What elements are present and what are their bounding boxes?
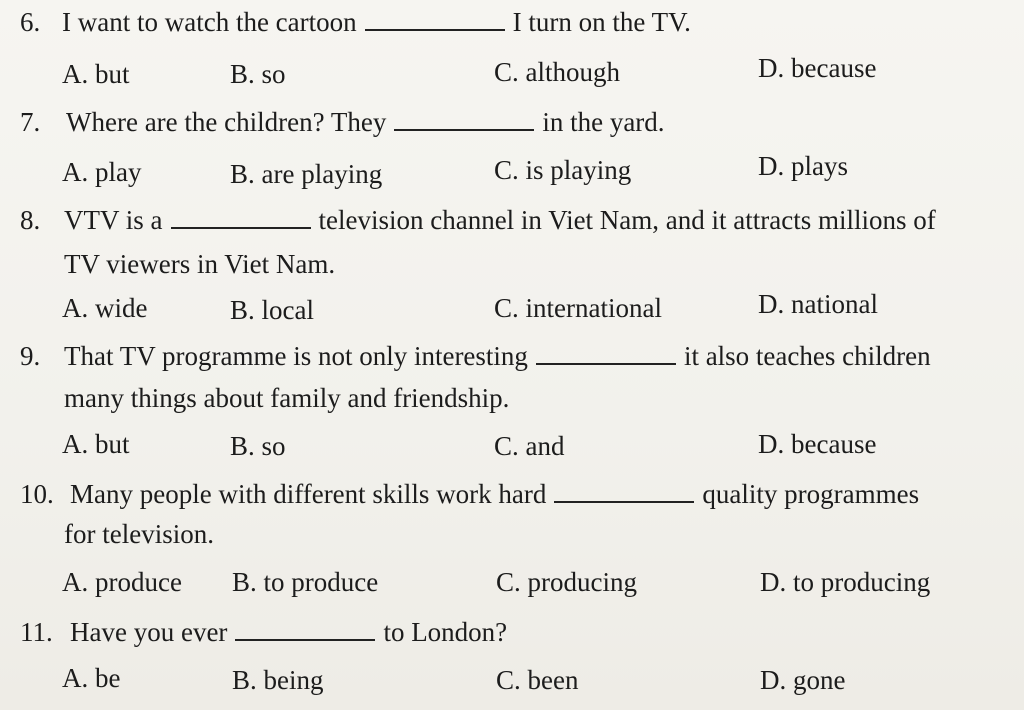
answer-blank[interactable]	[394, 109, 534, 131]
question-stem-line-2: many things about family and friendship.	[64, 383, 510, 413]
stem-part-1: That TV programme is not only interesting	[64, 341, 528, 371]
option-a[interactable]: A. wide	[62, 293, 148, 323]
stem-part-1: Many people with different skills work hard	[70, 479, 547, 509]
option-c[interactable]: C. and	[494, 431, 565, 461]
stem-part-2: I turn on the TV.	[512, 7, 691, 37]
question-stem	[64, 338, 931, 374]
option-c[interactable]: C. although	[494, 57, 620, 87]
question-stem-line-2: for television.	[64, 519, 214, 549]
answer-blank[interactable]	[365, 9, 505, 31]
answer-blank[interactable]	[554, 481, 694, 503]
option-b[interactable]: B. so	[230, 431, 286, 461]
stem-part-1: Have you ever	[70, 617, 228, 647]
option-b[interactable]: B. being	[232, 665, 324, 695]
option-d[interactable]: D. gone	[760, 665, 846, 695]
stem-part-1: VTV is a	[64, 205, 163, 235]
option-c[interactable]: C. been	[496, 665, 579, 695]
question-number: 8.	[20, 205, 41, 235]
question-stem	[62, 4, 691, 40]
stem-part-2: it also teaches children	[683, 341, 931, 371]
option-b[interactable]: B. so	[230, 59, 286, 89]
option-d[interactable]: D. because	[758, 53, 877, 83]
option-b[interactable]: B. are playing	[230, 159, 383, 189]
answer-blank[interactable]	[536, 343, 676, 365]
option-d[interactable]: D. national	[758, 289, 878, 319]
option-a[interactable]: A. play	[62, 157, 142, 187]
question-stem	[70, 476, 919, 512]
stem-part-2: to London?	[383, 617, 508, 647]
option-a[interactable]: A. but	[62, 59, 130, 89]
stem-part-2: in the yard.	[542, 107, 665, 137]
question-stem-line-2: TV viewers in Viet Nam.	[64, 249, 336, 279]
question-number: 7.	[20, 107, 41, 137]
option-d[interactable]: D. because	[758, 429, 877, 459]
question-stem	[66, 104, 665, 140]
question-number: 10.	[20, 479, 54, 509]
option-b[interactable]: B. to produce	[232, 567, 379, 597]
option-a[interactable]: A. be	[62, 663, 121, 693]
stem-part-2: quality programmes	[702, 479, 920, 509]
option-c[interactable]: C. producing	[496, 567, 637, 597]
answer-blank[interactable]	[171, 207, 311, 229]
option-c[interactable]: C. is playing	[494, 155, 632, 185]
question-number: 6.	[20, 7, 41, 37]
option-c[interactable]: C. international	[494, 293, 662, 323]
stem-part-1: I want to watch the cartoon	[62, 7, 357, 37]
option-b[interactable]: B. local	[230, 295, 314, 325]
option-a[interactable]: A. but	[62, 429, 130, 459]
option-a[interactable]: A. produce	[62, 567, 182, 597]
question-number: 9.	[20, 341, 41, 371]
question-number: 11.	[20, 617, 53, 647]
stem-part-2: television channel in Viet Nam, and it attracts millions of	[318, 205, 936, 235]
question-stem	[64, 202, 936, 238]
stem-part-1: Where are the children? They	[66, 107, 387, 137]
option-d[interactable]: D. plays	[758, 151, 848, 181]
answer-blank[interactable]	[235, 619, 375, 641]
option-d[interactable]: D. to producing	[760, 567, 931, 597]
question-stem	[70, 614, 507, 650]
